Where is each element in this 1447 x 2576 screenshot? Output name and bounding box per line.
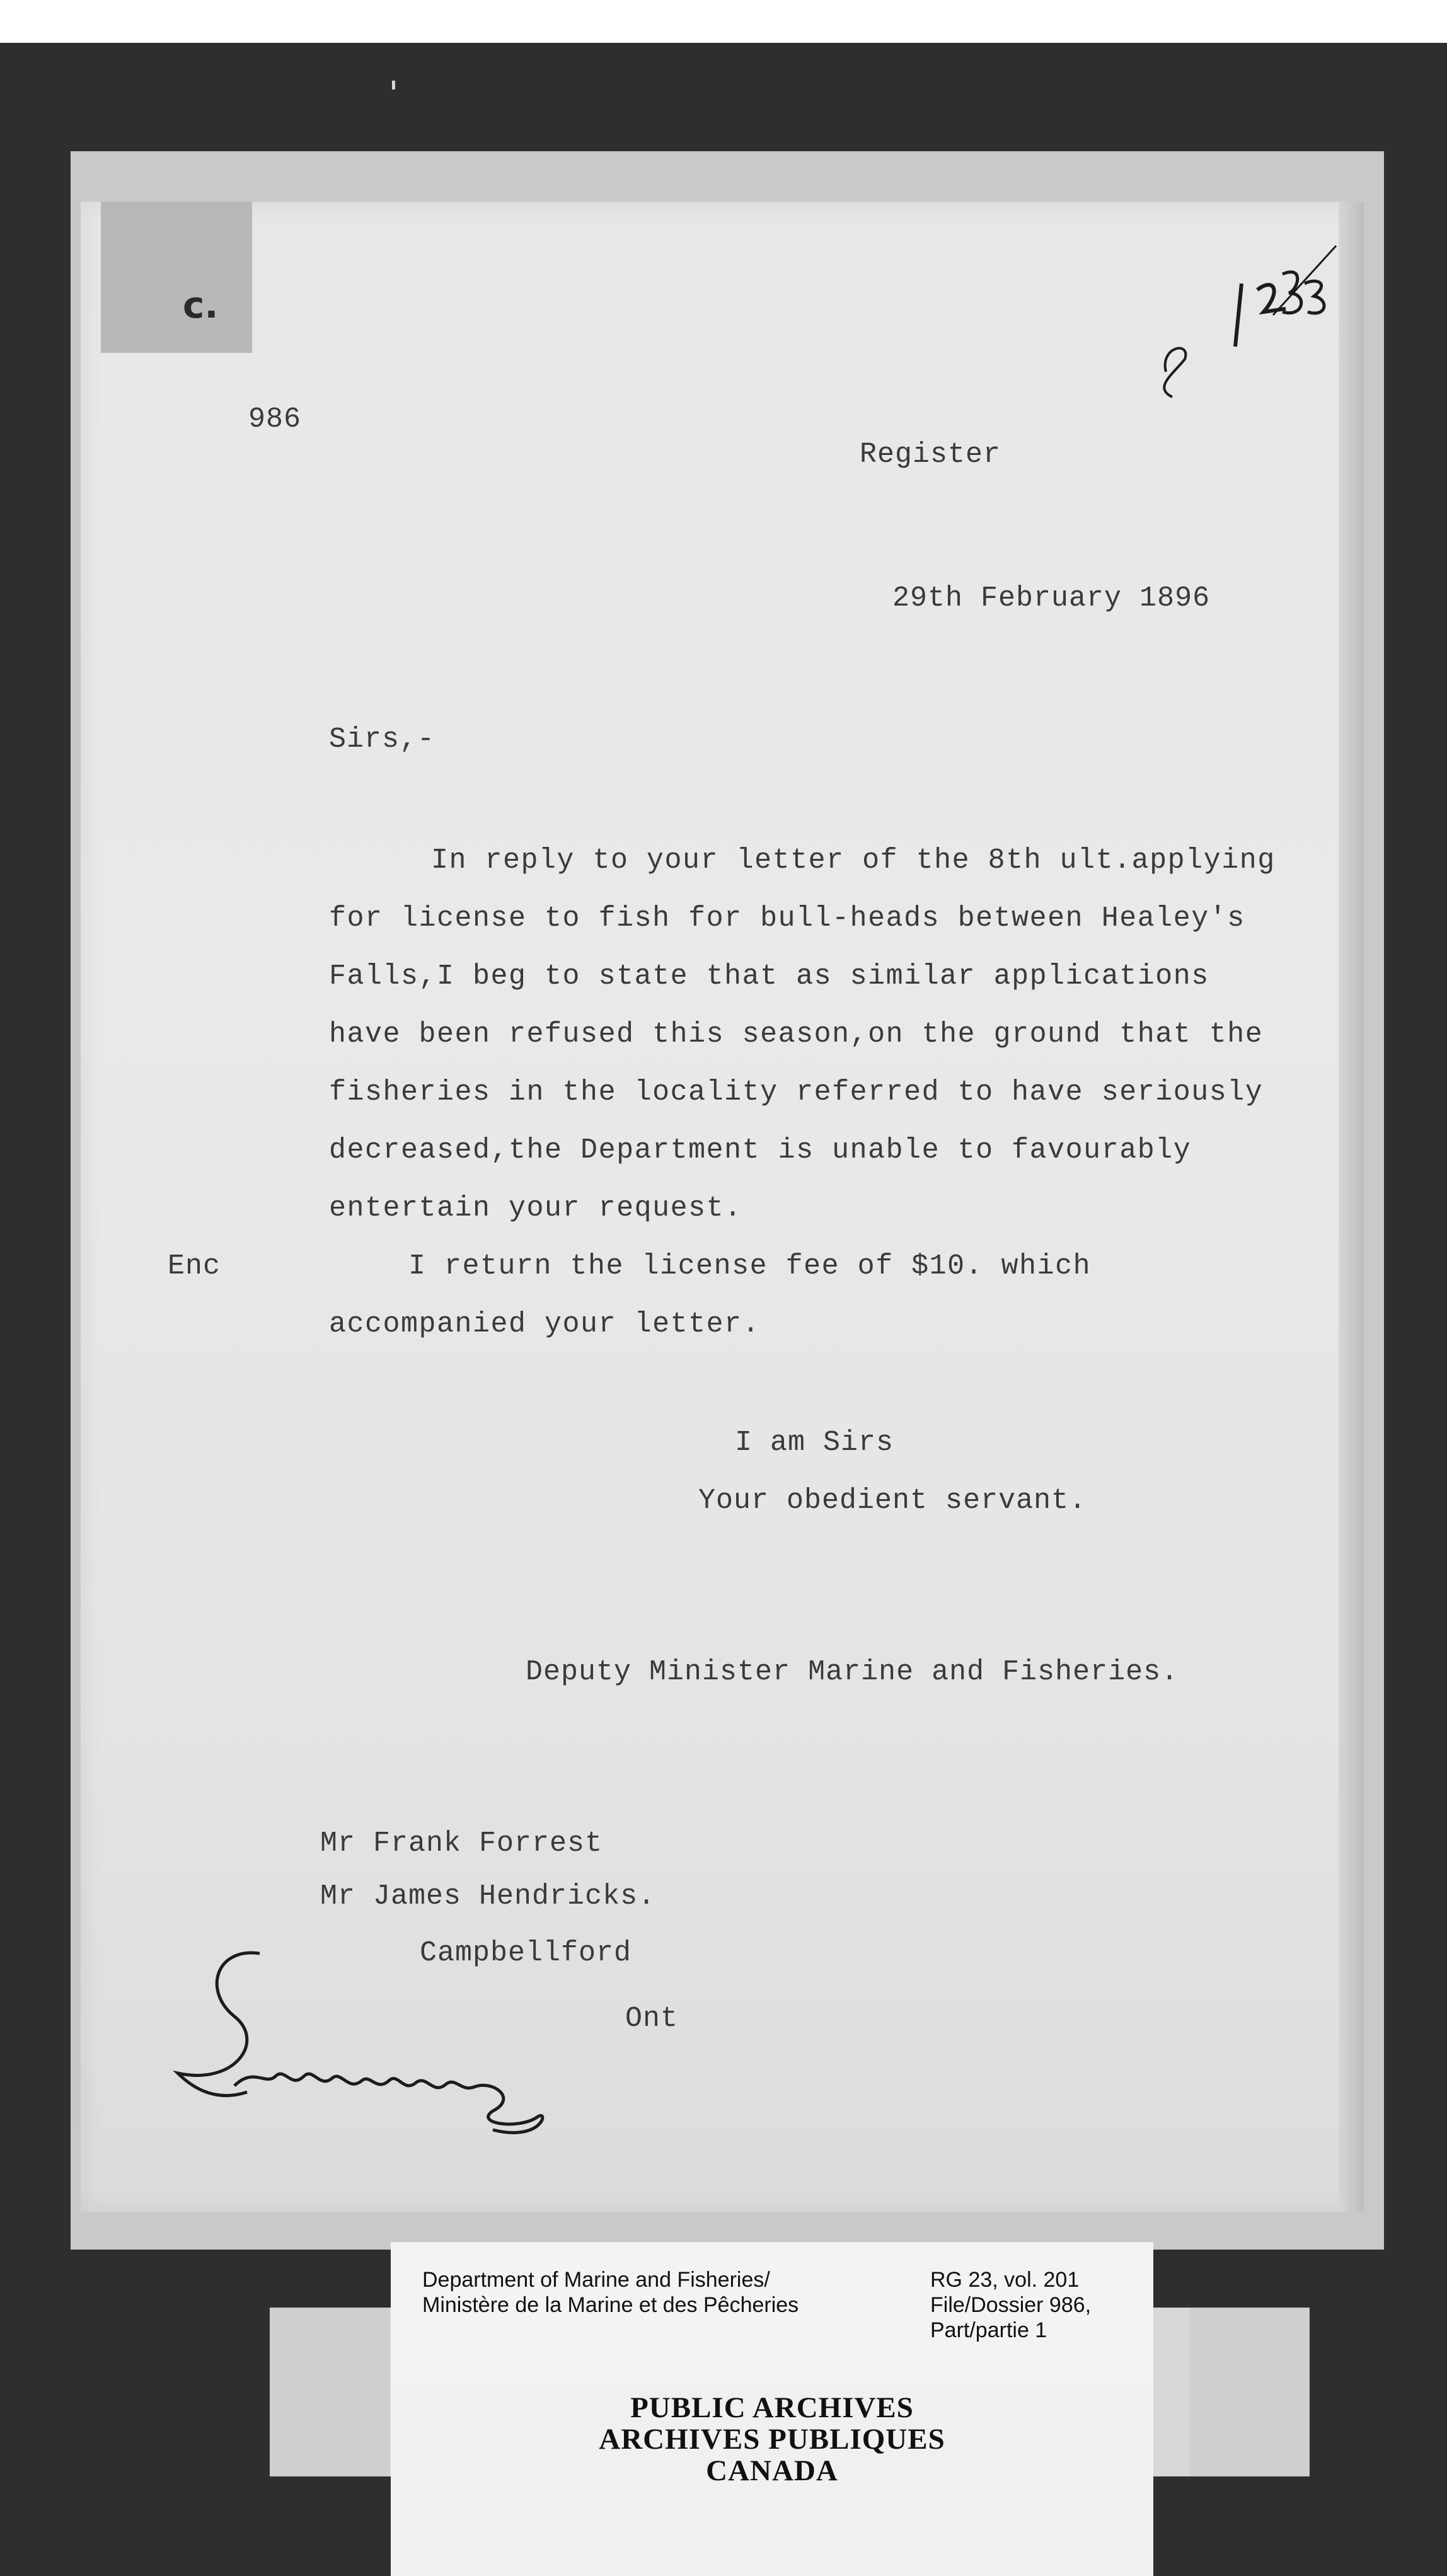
body-line: In reply to your letter of the 8th ult.applying bbox=[431, 844, 1276, 877]
return-line: I return the license fee of $10. which bbox=[408, 1250, 1092, 1282]
body-line: Falls,I beg to state that as similar applications bbox=[329, 960, 1209, 992]
addressee-line: Ont bbox=[625, 2003, 679, 2035]
handwritten-ref-drawing bbox=[1147, 239, 1349, 403]
enclosure-note: Enc bbox=[168, 1250, 221, 1282]
department-en: Department of Marine and Fisheries/ bbox=[422, 2268, 770, 2292]
body-line: for license to fish for bull-heads between Healey's bbox=[329, 902, 1245, 934]
closing-line: Your obedient servant. bbox=[698, 1485, 1087, 1517]
archive-stamp-block bbox=[391, 2383, 1153, 2576]
label-backing-left bbox=[270, 2308, 389, 2476]
department-fr: Ministère de la Marine et des Pêcheries bbox=[422, 2293, 799, 2317]
handwritten-signature bbox=[165, 1941, 581, 2155]
body-line: have been refused this season,on the ground that the bbox=[329, 1018, 1264, 1050]
corner-tab bbox=[101, 202, 252, 353]
archive-line-country: CANADA bbox=[706, 2454, 838, 2487]
archive-reference-card bbox=[391, 2242, 1153, 2383]
file-number: 986 bbox=[248, 403, 302, 435]
closing-line: I am Sirs bbox=[735, 1427, 894, 1459]
part-partie: Part/partie 1 bbox=[930, 2318, 1047, 2342]
return-line: accompanied your letter. bbox=[329, 1308, 761, 1340]
addressee-line: Mr James Hendricks. bbox=[320, 1880, 656, 1912]
salutation: Sirs,- bbox=[329, 723, 435, 756]
archive-line-fr: ARCHIVES PUBLIQUES bbox=[599, 2423, 945, 2456]
signature-drawing bbox=[165, 1941, 581, 2155]
film-speck bbox=[392, 81, 395, 89]
record-group: RG 23, vol. 201 bbox=[930, 2268, 1080, 2292]
addressee-line: Campbellford bbox=[420, 1937, 632, 1969]
body-line: decreased,the Department is unable to favourably bbox=[329, 1134, 1192, 1166]
addressee-line: Mr Frank Forrest bbox=[320, 1827, 603, 1860]
signatory: Deputy Minister Marine and Fisheries. bbox=[526, 1656, 1179, 1688]
handwritten-ref bbox=[1147, 239, 1349, 403]
register-label: Register bbox=[860, 439, 1001, 471]
label-backing-right bbox=[1190, 2308, 1310, 2476]
sheet-edge bbox=[1339, 202, 1364, 2212]
body-line: fisheries in the locality referred to have seriously bbox=[329, 1076, 1264, 1108]
body-line: entertain your request. bbox=[329, 1192, 742, 1224]
letter-date: 29th February 1896 bbox=[892, 582, 1211, 614]
file-dossier: File/Dossier 986, bbox=[930, 2293, 1092, 2317]
corner-mark: c. bbox=[183, 284, 219, 326]
archive-line-en: PUBLIC ARCHIVES bbox=[630, 2391, 914, 2424]
